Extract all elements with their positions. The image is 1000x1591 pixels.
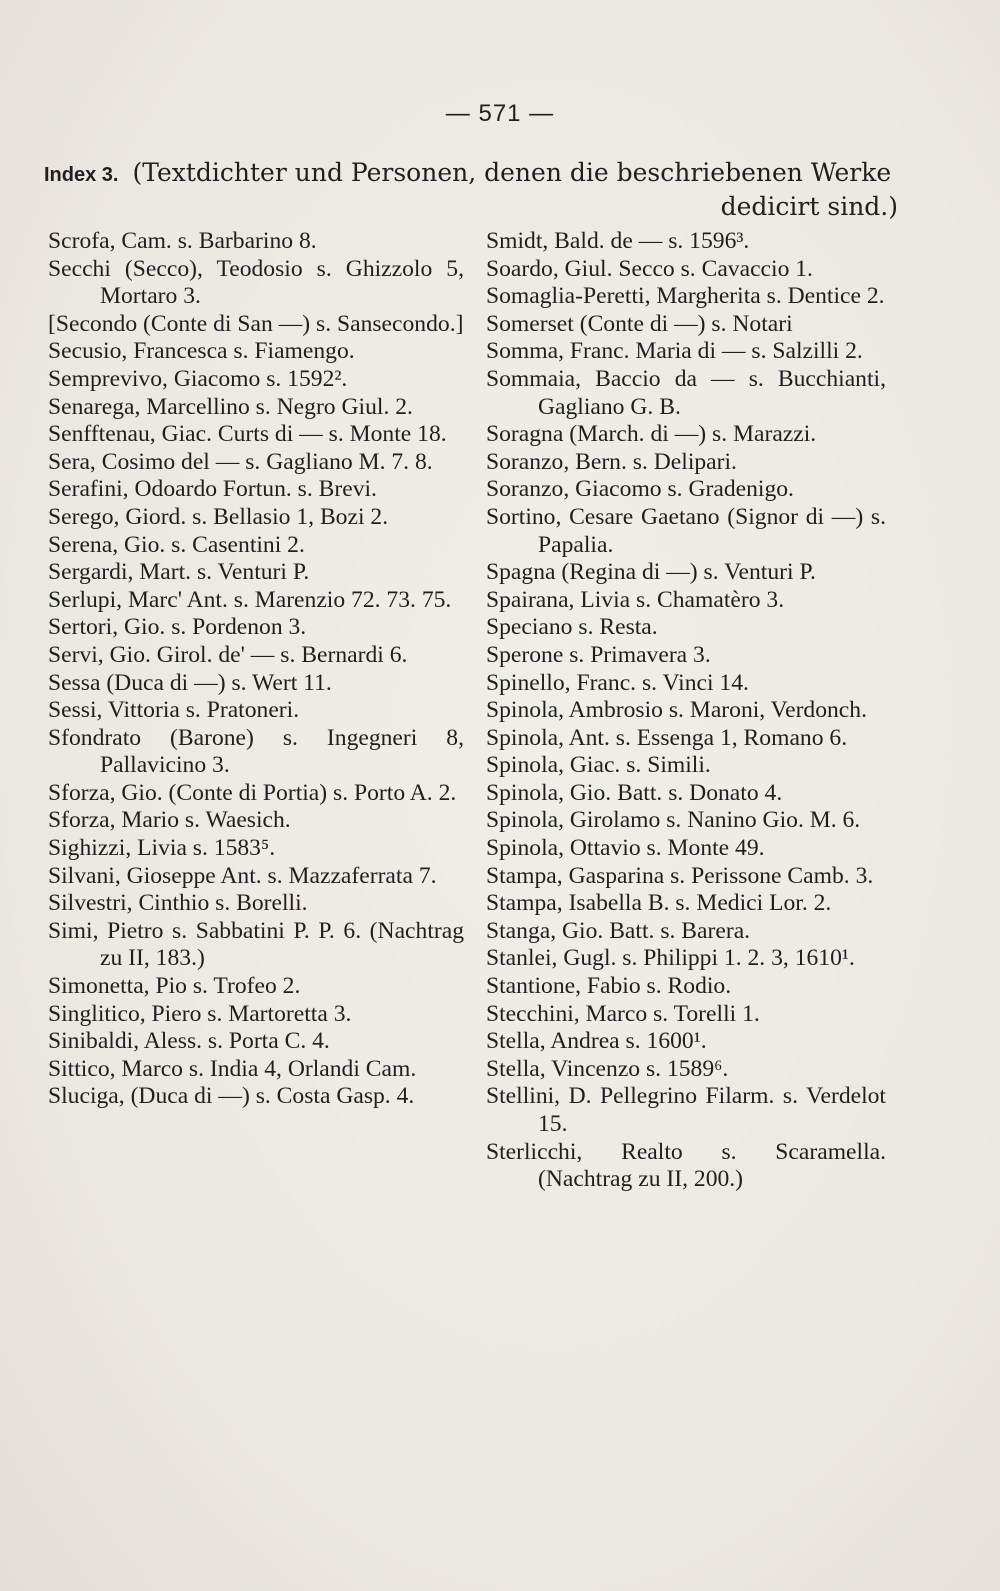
index-entry: Secusio, Francesca s. Fiamengo. (48, 338, 355, 365)
index-entry: Stellini, D. Pellegrino Filarm. s. Verdelot 15. (486, 1083, 886, 1137)
index-entry: Serafini, Odoardo Fortun. s. Brevi. (48, 476, 377, 503)
index-entry: Spinola, Ottavio s. Monte 49. (486, 835, 765, 862)
index-entry: Somma, Franc. Maria di — s. Salzilli 2. (486, 338, 863, 365)
index-entry: Simi, Pietro s. Sabbatini P. P. 6. (Nachtrag zu II, 183.) (48, 917, 464, 972)
index-entry: Stampa, Isabella B. s. Medici Lor. 2. (486, 890, 832, 917)
index-entry: Serego, Giord. s. Bellasio 1, Bozi 2. (48, 503, 389, 530)
index-entry: Speciano s. Resta. (486, 614, 658, 641)
index-entry: [Secondo (Conte di San —) s. Sansecondo.] (48, 310, 464, 337)
index-entry: Sera, Cosimo del — s. Gagliano M. 7. 8. (48, 448, 433, 475)
index-entry: Stanlei, Gugl. s. Philippi 1. 2. 3, 1610¹. (486, 945, 855, 972)
index-entry: Sessa (Duca di —) s. Wert 11. (48, 669, 332, 696)
index-entry: Stella, Andrea s. 1600¹. (486, 1028, 707, 1055)
index-entry: Spairana, Livia s. Chamatèro 3. (486, 586, 785, 613)
index-entry: Stella, Vincenzo s. 1589⁶. (486, 1055, 729, 1082)
index-entry: Stantione, Fabio s. Rodio. (486, 973, 732, 1000)
index-entry: Semprevivo, Giacomo s. 1592². (48, 365, 348, 392)
page-number: — 571 — (445, 100, 555, 127)
index-entry: Somaglia-Peretti, Margherita s. Dentice 2. (486, 283, 885, 310)
right-column (486, 228, 886, 1194)
index-entry: Spinola, Gio. Batt. s. Donato 4. (486, 779, 783, 806)
index-entry: Sittico, Marco s. India 4, Orlandi Cam. (48, 1055, 417, 1082)
index-entry: Sergardi, Mart. s. Venturi P. (48, 559, 310, 586)
index-entry: Spinola, Girolamo s. Nanino Gio. M. 6. (486, 807, 861, 834)
index-entry: Scrofa, Cam. s. Barbarino 8. (48, 228, 317, 254)
index-label: Index 3. (44, 164, 119, 186)
index-entry: Somerset (Conte di —) s. Notari (486, 310, 793, 337)
index-entry: Sperone s. Primavera 3. (486, 641, 711, 668)
index-entry: Stecchini, Marco s. Torelli 1. (486, 1000, 760, 1027)
index-entry: Smidt, Bald. de — s. 1596³. (486, 228, 750, 254)
index-entry: Senarega, Marcellino s. Negro Giul. 2. (48, 393, 413, 420)
index-entry: Sighizzi, Livia s. 1583⁵. (48, 835, 276, 862)
index-entry: Sommaia, Baccio da — s. Bucchianti, Gagliano G. B. (486, 365, 886, 420)
index-entry: Silvani, Gioseppe Ant. s. Mazzaferrata 7. (48, 862, 437, 889)
index-entry: Servi, Gio. Girol. de' — s. Bernardi 6. (48, 641, 408, 668)
index-entry: Stampa, Gasparina s. Perissone Camb. 3. (486, 862, 874, 889)
index-entry: Soranzo, Bern. s. Delipari. (486, 448, 737, 475)
index-entry: Sinibaldi, Aless. s. Porta C. 4. (48, 1028, 330, 1055)
index-entry: Sterlicchi, Realto s. Scaramella. (Nachtrag zu II, 200.) (486, 1138, 886, 1193)
index-entry: Sforza, Mario s. Waesich. (48, 807, 291, 834)
index-entry: Senfftenau, Giac. Curts di — s. Monte 18. (48, 421, 447, 448)
index-entry: Sfondrato (Barone) s. Ingegneri 8, Pallavicino 3. (48, 724, 464, 779)
index-entry: Spagna (Regina di —) s. Venturi P. (486, 559, 816, 586)
left-column (48, 228, 464, 1111)
index-entry: Sluciga, (Duca di —) s. Costa Gasp. 4. (48, 1083, 415, 1110)
index-entry: Soragna (March. di —) s. Marazzi. (486, 421, 817, 448)
index-entry: Sessi, Vittoria s. Pratoneri. (48, 697, 300, 724)
index-entry: Silvestri, Cinthio s. Borelli. (48, 890, 308, 917)
index-entry: Serlupi, Marc' Ant. s. Marenzio 72. 73. 75. (48, 586, 452, 613)
index-entry: Singlitico, Piero s. Martoretta 3. (48, 1000, 352, 1027)
index-entry: Stanga, Gio. Batt. s. Barera. (486, 917, 751, 944)
index-title-end: dedicirt sind.) (720, 192, 898, 221)
index-entry: Sforza, Gio. (Conte di Portia) s. Porto A. 2. (48, 779, 457, 806)
index-header (44, 157, 904, 223)
index-entry: Spinello, Franc. s. Vinci 14. (486, 669, 749, 696)
index-entry: Sortino, Cesare Gaetano (Signor di —) s. Papalia. (486, 503, 886, 558)
index-entry: Spinola, Ant. s. Essenga 1, Romano 6. (486, 724, 848, 751)
index-entry: Spinola, Giac. s. Simili. (486, 752, 711, 779)
index-entry: Secchi (Secco), Teodosio s. Ghizzolo 5, Mortaro 3. (48, 255, 464, 310)
index-entry: Spinola, Ambrosio s. Maroni, Verdonch. (486, 697, 867, 724)
index-title: (Textdichter und Personen, denen die beschriebenen Werke (132, 158, 892, 187)
index-entry: Serena, Gio. s. Casentini 2. (48, 531, 305, 558)
index-entry: Simonetta, Pio s. Trofeo 2. (48, 973, 301, 1000)
index-entry: Soranzo, Giacomo s. Gradenigo. (486, 476, 794, 503)
index-entry: Soardo, Giul. Secco s. Cavaccio 1. (486, 255, 813, 282)
index-entry: Sertori, Gio. s. Pordenon 3. (48, 614, 307, 641)
